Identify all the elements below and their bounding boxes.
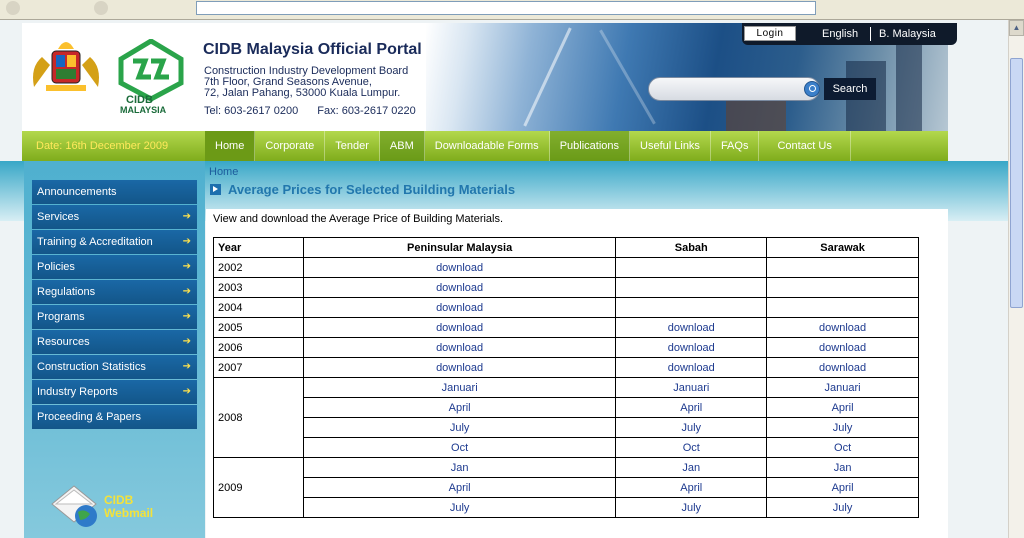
arrow-right-icon: ➔ [182,311,191,322]
sidebar-item-resources[interactable] [32,330,197,354]
year-cell: 2004 [214,298,304,318]
nav-faqs[interactable]: FAQs [711,131,760,161]
nav-tender[interactable]: Tender [325,131,380,161]
table-row [214,378,919,398]
sidebar-item-policies[interactable] [32,255,197,279]
table-row [214,358,919,378]
table-row [214,278,919,298]
table-row [214,258,919,278]
main-nav [22,131,948,161]
month-link[interactable]: Januari [303,378,615,398]
year-cell: 2009 [214,458,304,518]
table-row [214,418,919,438]
page-title: Average Prices for Selected Building Materials [228,182,516,197]
page [0,20,1008,538]
contact-info [204,105,432,117]
download-link[interactable]: download [303,298,615,318]
download-link[interactable]: download [767,338,919,358]
month-link[interactable]: July [303,498,615,518]
prices-table [213,237,919,518]
search-button[interactable]: Search [824,78,876,100]
month-link[interactable]: July [303,418,615,438]
nav-publications[interactable]: Publications [550,131,630,161]
year-cell: 2007 [214,358,304,378]
sidebar-item-services[interactable] [32,205,197,229]
breadcrumb[interactable]: Home [209,166,239,178]
back-icon[interactable] [6,1,20,15]
header-sarawak: Sarawak [767,238,919,258]
sidebar-item-proceeding-papers[interactable] [32,405,197,429]
arrow-right-icon: ➔ [182,236,191,247]
intro-text: View and download the Average Price of Building Materials. [213,213,504,225]
month-link[interactable]: April [616,398,767,418]
divider [870,27,871,41]
nav-downloadable-forms[interactable]: Downloadable Forms [425,131,550,161]
tel-number: Tel: 603-2617 0200 [204,105,299,117]
table-row [214,458,919,478]
header-sabah: Sabah [616,238,767,258]
month-link[interactable]: April [616,478,767,498]
arrow-right-icon: ➔ [182,211,191,222]
download-link[interactable]: download [303,258,615,278]
year-cell: 2006 [214,338,304,358]
download-link[interactable]: download [303,278,615,298]
download-link[interactable]: download [616,318,767,338]
scroll-thumb[interactable] [1010,58,1023,308]
empty-cell [767,258,919,278]
download-link[interactable]: download [616,338,767,358]
arrow-right-icon: ➔ [182,336,191,347]
arrow-right-icon: ➔ [182,361,191,372]
download-link[interactable]: download [303,338,615,358]
year-cell: 2003 [214,278,304,298]
nav-useful-links[interactable]: Useful Links [630,131,711,161]
month-link[interactable]: April [303,478,615,498]
header-peninsular: Peninsular Malaysia [303,238,615,258]
logo-text-bottom: MALAYSIA [120,105,167,115]
search-icon[interactable] [804,81,820,97]
nav-corporate[interactable]: Corporate [255,131,325,161]
month-link[interactable]: April [767,478,919,498]
sidebar-item-label: Industry Reports [37,386,118,398]
month-link[interactable]: April [767,398,919,418]
webmail-link[interactable] [104,494,153,520]
month-link[interactable]: July [616,498,767,518]
current-date: Date: 16th December 2009 [36,140,169,152]
sidebar-item-label: Services [37,211,80,223]
lang-bm-link[interactable]: B. Malaysia [879,28,936,40]
month-link[interactable]: Januari [616,378,767,398]
sidebar-menu [32,180,197,430]
empty-cell [616,298,767,318]
address-line-2: 72, Jalan Pahang, 53000 Kuala Lumpur. [204,87,401,99]
refresh-icon[interactable] [94,1,108,15]
arrow-right-icon: ➔ [182,286,191,297]
empty-cell [616,278,767,298]
arrow-right-icon: ➔ [182,386,191,397]
sidebar-item-training[interactable] [32,230,197,254]
nav-items [205,131,851,161]
sidebar-item-label: Proceeding & Papers [37,411,141,423]
sidebar-item-label: Construction Statistics [37,361,146,373]
logo-text-top: CIDB [126,94,153,106]
webmail-label-2: Webmail [104,506,154,520]
site-header [22,23,948,131]
sidebar-item-label: Announcements [37,186,117,198]
empty-cell [767,298,919,318]
month-link[interactable]: Oct [616,438,767,458]
month-link[interactable]: Januari [767,378,919,398]
title-arrow-icon [210,184,221,195]
sidebar-item-label: Regulations [37,286,96,298]
webmail-label-1: CIDB [104,493,134,507]
download-link[interactable]: download [303,358,615,378]
table-row [214,478,919,498]
month-link[interactable]: Jan [767,458,919,478]
sidebar-item-construction-statistics[interactable] [32,355,197,379]
browser-toolbar [0,0,1024,20]
sidebar-item-regulations[interactable] [32,280,197,304]
sidebar-item-label: Policies [37,261,75,273]
login-button[interactable]: Login [744,26,796,41]
search-input[interactable] [648,77,820,101]
malaysia-crest-icon [28,37,104,95]
month-link[interactable]: July [616,418,767,438]
nav-home[interactable]: Home [205,131,255,161]
month-link[interactable]: July [767,418,919,438]
scroll-up-icon[interactable]: ▲ [1009,20,1024,36]
sidebar-item-label: Programs [37,311,85,323]
table-row [214,438,919,458]
month-link[interactable]: April [303,398,615,418]
address-line-1: 7th Floor, Grand Seasons Avenue, [204,76,372,88]
month-link[interactable]: July [767,498,919,518]
empty-cell [616,258,767,278]
download-link[interactable]: download [767,318,919,338]
download-link[interactable]: download [767,358,919,378]
month-link[interactable]: Jan [616,458,767,478]
download-link[interactable]: download [616,358,767,378]
fax-number: Fax: 603-2617 0220 [317,105,416,117]
address-bar[interactable] [196,1,816,15]
month-link[interactable]: Jan [303,458,615,478]
table-row [214,338,919,358]
empty-cell [767,278,919,298]
month-link[interactable]: Oct [767,438,919,458]
table-row [214,498,919,518]
nav-contact-us[interactable]: Contact Us [759,131,850,161]
year-cell: 2005 [214,318,304,338]
table-header-row [214,238,919,258]
sidebar-item-programs[interactable] [32,305,197,329]
table-row [214,398,919,418]
header-year: Year [214,238,304,258]
month-link[interactable]: Oct [303,438,615,458]
page-scrollbar[interactable] [1008,20,1024,538]
table-row [214,318,919,338]
lang-english-link[interactable]: English [822,28,859,40]
sidebar-item-label: Resources [37,336,90,348]
download-link[interactable]: download [303,318,615,338]
arrow-right-icon: ➔ [182,261,191,272]
year-cell: 2002 [214,258,304,278]
nav-abm[interactable]: ABM [380,131,425,161]
sidebar-item-industry-reports[interactable] [32,380,197,404]
year-cell: 2008 [214,378,304,458]
sidebar-item-announcements[interactable] [32,180,197,204]
table-row [214,298,919,318]
sidebar-item-label: Training & Accreditation [37,236,153,248]
portal-title: CIDB Malaysia Official Portal [203,41,422,58]
org-name: Construction Industry Development Board [204,65,409,77]
